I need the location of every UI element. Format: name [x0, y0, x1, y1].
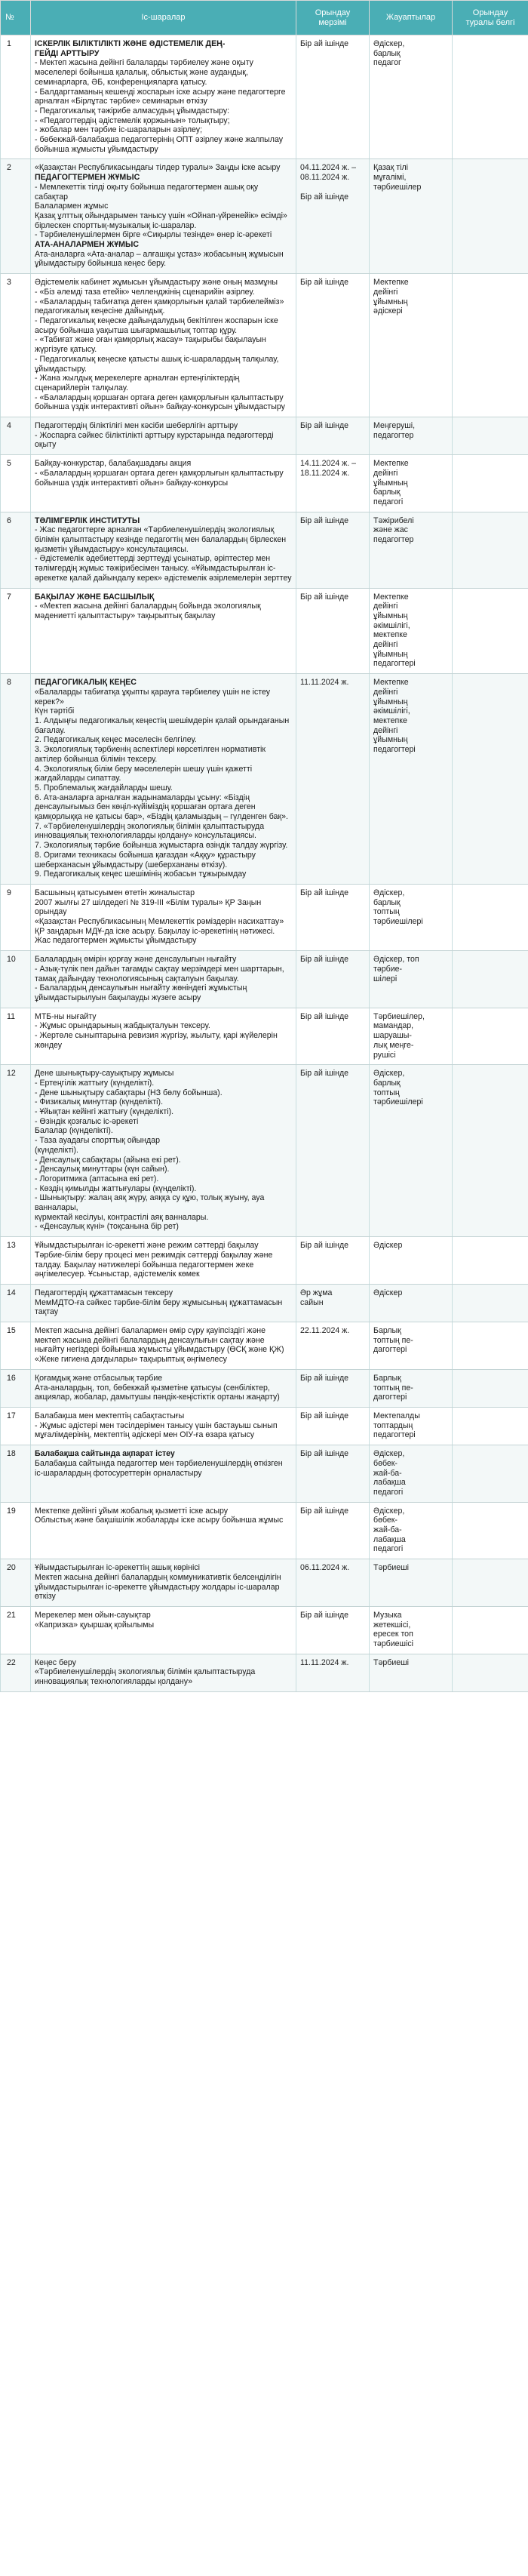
row-mark: [453, 274, 528, 417]
section-heading: ПЕДАГОГТЕРМЕН ЖҰМЫС: [35, 173, 140, 183]
row-date: Бір ай ішінде: [296, 35, 370, 159]
activity-line: - «Мектеп жасына дейінгі балалардың бойында экологиялық мәдениетті қалыптастыру» тақырыптық бақылау: [35, 602, 261, 620]
row-activity: [31, 274, 296, 417]
row-mark: [453, 1654, 528, 1691]
row-activity: [31, 1559, 296, 1607]
activity-line: - «Біз әлемді таза етейік» челленджінің сценарийін әзірлеу.: [35, 287, 255, 297]
activity-line: 6. Ата-аналарға арналған жадынамаларды ұсыну: «Біздің денсаулығымыз бен көңіл-күйіміздің қоршаған ортаға деген қамқорлыққа не қатысы бар», «Біздің қаламыздың – гүлденген бақ».: [35, 792, 288, 822]
activity-line: 8. Оригами техникасы бойынша қағаздан «Аққу» құрастыру шеберханасын ұйымдастыру (шеберхананы өткізу).: [35, 850, 256, 869]
activity-line: - Шынықтыру: жалаң аяқ жүру, аяққа су құю, толық жуыну, ауа ванналары,: [35, 1193, 265, 1213]
activity-line: - Логоритмика (аптасына екі рет).: [35, 1174, 159, 1183]
row-date: Бір ай ішінде: [296, 1408, 370, 1445]
activity-line: Педагогтердің құжаттамасын тексеру: [35, 1288, 173, 1297]
row-mark: [453, 159, 528, 274]
row-number: 17: [1, 1408, 31, 1445]
row-date: Бір ай ішінде: [296, 1606, 370, 1654]
table-row: [1, 512, 528, 588]
activity-line: - Физикалық минуттар (күнделікті).: [35, 1097, 164, 1107]
row-date: 14.11.2024 ж. – 18.11.2024 ж.: [296, 455, 370, 512]
activity-line: - Әдістемелік әдебиеттерді зерттеуді ұсынатыр, әріптестер мен тәлімгердің жұмыс тәжірибесімен танысу. «Ұйымдастырылған іс-әрекетке қалай дайындалу керек» әдістемелік әзірлемелерін зерттеу: [35, 554, 292, 583]
activity-line: - «Балалардың табиғатқа деген қамқорлығын қалай тәрбиелейміз» педагогикалық кеңесіне дайындық.: [35, 297, 284, 316]
table-row: [1, 1065, 528, 1237]
activity-line: Мерекелер мен ойын-сауықтар: [35, 1610, 151, 1620]
table-row: [1, 159, 528, 274]
row-activity: [31, 455, 296, 512]
row-number: 9: [1, 884, 31, 950]
row-date: Бір ай ішінде: [296, 417, 370, 455]
row-activity: [31, 1065, 296, 1237]
activity-line: - Өзіндік қозғалыс іс-әрекеті: [35, 1116, 139, 1126]
activity-line: Мектепке дейінгі ұйым жобалық қызметті іске асыру: [35, 1506, 229, 1516]
row-date: Бір ай ішінде: [296, 1445, 370, 1503]
row-mark: [453, 1065, 528, 1237]
activity-line: Балалармен жұмыс: [35, 202, 109, 211]
row-responsible: Әдіскер, топ тәрбие- шілері: [370, 951, 453, 1008]
table-row: [1, 1322, 528, 1370]
row-date: Бір ай ішінде: [296, 1008, 370, 1065]
row-responsible: Мектепке дейінгі ұйымның әкімшілігі, мектепке дейінгі ұйымның педагогтері: [370, 674, 453, 885]
row-responsible: Қазақ тілі мұғалімі, тәрбиешілер: [370, 159, 453, 274]
activity-line: Ата-аналардың, топ, бөбекжай қызметіне қатысуы (сенбіліктер, акциялар, жобалар, дамытушы пәндік-кеңістіктік ортаны жаңарту): [35, 1383, 280, 1402]
activity-line: Ұйымдастырылған іс-әрекетті және режим сәттерді бақылау: [35, 1241, 259, 1251]
activity-line: Байқау-конкурстар, балабақшадағы акция: [35, 459, 192, 469]
row-date: 11.11.2024 ж.: [296, 674, 370, 885]
row-date: Бір ай ішінде: [296, 512, 370, 588]
row-number: 10: [1, 951, 31, 1008]
row-activity: [31, 1654, 296, 1691]
activity-line: - Мемлекеттік тілді оқыту бойынша педагогтермен ашық оқу сабақтар: [35, 182, 259, 202]
row-activity: [31, 1502, 296, 1559]
activity-line: - жобалар мен тәрбие іс-шараларын әзірлеу;: [35, 125, 203, 135]
table-row: [1, 1408, 528, 1445]
activity-line: 7. Экологиялық тәрбие бойынша жұмыстарға өзіндік талдау жүргізу.: [35, 841, 288, 851]
activity-line: - бөбекжай-балабақша педагогтерінің ОПТ әзірлеу және жалпылау бойынша жұмысты ұйымдастыру: [35, 135, 284, 154]
row-responsible: Мектепалды топтардың педагогтері: [370, 1408, 453, 1445]
activity-line: - Жана жылдық мерекелерге арналған ертеңгіліктердің сценарийлерін талқылау.: [35, 374, 240, 392]
section-heading: ІСКЕРЛІК БІЛІКТІЛІКТІ ЖӘНЕ ӘДІСТЕМЕЛІК ДЕҢ- ГЕЙДІ АРТТЫРУ: [35, 39, 226, 58]
row-responsible: Барлық топтың пе- дагогтері: [370, 1322, 453, 1370]
row-date: Бір ай ішінде: [296, 1065, 370, 1237]
row-mark: [453, 588, 528, 674]
header-date: Орындау мерзімі: [296, 1, 370, 35]
row-responsible: Тәжірибелі және жас педагогтер: [370, 512, 453, 588]
activity-line: 9. Педагогикалық кеңес шешімінің жобасын тұжырымдау: [35, 869, 247, 879]
activity-line: 3. Экологиялық тәрбиенің аспектілері көрсетілген нормативтік актілер бойынша білімін тексеру.: [35, 745, 266, 764]
row-mark: [453, 1237, 528, 1285]
row-mark: [453, 1008, 528, 1065]
activity-line: - «Табиғат және оған қамқорлық жасау» тақырыбы бақылауын жүргізуге қатысу.: [35, 335, 266, 355]
row-responsible: Әдіскер, барлық педагог: [370, 35, 453, 159]
row-number: 1: [1, 35, 31, 159]
row-date: 22.11.2024 ж.: [296, 1322, 370, 1370]
row-responsible: Мектепке дейінгі ұйымның барлық педагогі: [370, 455, 453, 512]
activity-line: - Балалардың денсаулығын нығайту жөніндегі жұмыстың ұйымдастырылуын бақылауды жүзеге асыру: [35, 983, 247, 1002]
table-row: [1, 274, 528, 417]
activity-line: Балабақша сайтында педагогтер мен тәрбиеленушілердің өткізген іс-шаралардың фотосуреттерін орналастыру: [35, 1458, 283, 1478]
row-mark: [453, 1559, 528, 1607]
activity-line: - «Денсаулық күні» (тоқсанына бір рет): [35, 1222, 179, 1232]
activity-line: - «Балалардың қоршаған ортаға деген қамқорлығын қалыптастыру бойынша үздік интерактивті ойын» байқау-конкурсы: [35, 468, 284, 488]
table-row: [1, 1654, 528, 1691]
row-responsible: Әдіскер, бөбек- жай-ба- лабақша педагогі: [370, 1502, 453, 1559]
row-date: Бір ай ішінде: [296, 274, 370, 417]
activity-line: Қоғамдық және отбасылық тәрбие: [35, 1373, 163, 1383]
activity-line: Күн тәртібі: [35, 706, 75, 716]
activity-line: «Капризка» қуыршақ қойылымы: [35, 1620, 155, 1630]
row-responsible: Әдіскер, бөбек- жай-ба- лабақша педагогі: [370, 1445, 453, 1503]
row-number: 22: [1, 1654, 31, 1691]
activity-line: - Мектеп жасына дейінгі балаларды тәрбиелеу және оқыту мәселелері бойынша қалалық, облыстық және аудандық, семинарларға, ӘБ, конференцияларға қатысу.: [35, 58, 253, 87]
activity-line: МемМДТО-ға сәйкес тәрбие-білім беру жұмысының құжаттамасын тақтау: [35, 1297, 283, 1317]
table-row: [1, 588, 528, 674]
row-activity: [31, 512, 296, 588]
table-row: [1, 1606, 528, 1654]
row-mark: [453, 951, 528, 1008]
row-mark: [453, 512, 528, 588]
activity-line: Дене шынықтыру-сауықтыру жұмысы: [35, 1069, 174, 1079]
activity-line: Әдістемелік кабинет жұмысын ұйымдастыру және оның мазмұны: [35, 278, 278, 288]
row-number: 5: [1, 455, 31, 512]
row-activity: [31, 1237, 296, 1285]
activity-line: - Педагогикалық кеңеске қатысты ашық іс-шаралардың талқылау, ұйымдастыру.: [35, 354, 279, 374]
row-activity: [31, 1322, 296, 1370]
activity-line: «Тәрбиеленушілердің экологиялық білімін қалыптастыруда инновациялық технологияларды қолдану»: [35, 1667, 256, 1687]
row-number: 15: [1, 1322, 31, 1370]
row-mark: [453, 1445, 528, 1503]
header-mark: Орындау туралы белгі: [453, 1, 528, 35]
activity-line: - Жұмыс әдістері мен тәсілдерімен танысу үшін бастауыш сынып мұғалімдерінің, мектептің әдіскері мен ОІУ-ға өзара қатысу: [35, 1420, 278, 1440]
activity-line: «Балаларды табиғатқа ұқыпты қарауға тәрбиелеу үшін не істеу керек?»: [35, 687, 271, 706]
row-date: Бір ай ішінде: [296, 1502, 370, 1559]
row-mark: [453, 1369, 528, 1407]
row-activity: [31, 588, 296, 674]
row-number: 11: [1, 1008, 31, 1065]
activity-line: - Педагогикалық тәжірибе алмасудың ұйымдастыру:: [35, 106, 230, 115]
row-date: Бір ай ішінде: [296, 951, 370, 1008]
activity-line: Басшының қатысуымен өтетін жиналыстар: [35, 888, 195, 897]
row-number: 12: [1, 1065, 31, 1237]
section-heading: ПЕДАГОГИКАЛЫҚ КЕҢЕС: [35, 678, 137, 688]
header-responsible: Жауаптылар: [370, 1, 453, 35]
activity-line: Педагогтердің біліктілігі мен кәсіби шеберлігін арттыру: [35, 421, 238, 431]
row-number: 18: [1, 1445, 31, 1503]
row-date: Бір ай ішінде: [296, 1369, 370, 1407]
row-activity: [31, 1606, 296, 1654]
row-number: 4: [1, 417, 31, 455]
table-row: [1, 951, 528, 1008]
activity-line: 7. «Тәрбиеленушілердің экологиялық білімін қалыптастыруда инновациялық технологияларды қолдану» консультациясы.: [35, 821, 265, 841]
table-row: [1, 1559, 528, 1607]
activity-line: Мектеп жасына дейінгі балалардың коммуникативтік белсенділігін ұйымдастырылған іс-әрекетте ұйымдастыру жолдары іс-шаралар өткізу: [35, 1572, 281, 1602]
table-row: [1, 1008, 528, 1065]
row-mark: [453, 1606, 528, 1654]
row-responsible: Әдіскер, барлық топтың тәрбиешілері: [370, 1065, 453, 1237]
row-number: 20: [1, 1559, 31, 1607]
section-heading: БАҚЫЛАУ ЖӘНЕ БАСШЫЛЫҚ: [35, 592, 155, 602]
row-responsible: Тәрбиешілер, мамандар, шаруашы- лық меңге- рушісі: [370, 1008, 453, 1065]
row-responsible: Әдіскер: [370, 1237, 453, 1285]
table-row: [1, 417, 528, 455]
activity-line: «Жеке гигиена дағдылары» тақырыптық әңгімелесу: [35, 1355, 227, 1365]
activity-line: (күнделікті).: [35, 1145, 78, 1155]
row-responsible: Мектепке дейінгі ұйымның әкімшілігі, мектепке дейінгі ұйымның педагогтері: [370, 588, 453, 674]
row-responsible: Тәрбиеші: [370, 1654, 453, 1691]
row-responsible: Меңгеруші, педагогтер: [370, 417, 453, 455]
row-mark: [453, 1502, 528, 1559]
row-date: Бір ай ішінде: [296, 884, 370, 950]
row-activity: [31, 674, 296, 885]
row-date: 06.11.2024 ж.: [296, 1559, 370, 1607]
row-activity: [31, 1008, 296, 1065]
activity-line: Мектеп жасына дейінгі балалармен өмір сүру қауіпсіздігі және мектеп жасына дейінгі балалардың денсаулығын сақтау және нығайту негіздері бойынша жұмысты ұйымдастыру (ӨСҚ және ҚЖ): [35, 1326, 284, 1355]
activity-line: Кеңес беру: [35, 1657, 76, 1667]
row-number: 7: [1, 588, 31, 674]
activity-line: күрмектай кесілуы, контрастілі аяқ ванналары.: [35, 1212, 209, 1222]
row-responsible: Тәрбиеші: [370, 1559, 453, 1607]
row-number: 2: [1, 159, 31, 274]
row-number: 6: [1, 512, 31, 588]
activity-line: Балалардың өмірін қорғау және денсаулығын нығайту: [35, 955, 237, 965]
activity-line: - «Балалардың қоршаған ортаға деген қамқорлығын қалыптастыру бойынша үздік интерактивті ойын» байқау-конкурсын ұйымдастыру: [35, 392, 285, 412]
table-row: [1, 35, 528, 159]
row-activity: [31, 35, 296, 159]
row-responsible: Музыка жетекшісі, ересек топ тәрбиешісі: [370, 1606, 453, 1654]
row-mark: [453, 35, 528, 159]
table-body: [1, 35, 528, 1692]
activity-line: - Дене шынықтыру сабақтары (НЗ бөлу бойынша).: [35, 1088, 223, 1097]
row-mark: [453, 455, 528, 512]
header-activity: Іс-шаралар: [31, 1, 296, 35]
table-row: [1, 1237, 528, 1285]
activity-line: Балалар (күнделікті).: [35, 1126, 113, 1136]
activity-line: Ұйымдастырылған іс-әрекеттің ашық көрінісі: [35, 1563, 200, 1573]
section-heading: АТА-АНАЛАРМЕН ЖҰМЫС: [35, 240, 139, 250]
table-row: [1, 884, 528, 950]
activity-line: 5. Проблемалық жағдайларды шешу.: [35, 783, 173, 792]
table-row: [1, 1369, 528, 1407]
activity-line: 2007 жылғы 27 шілдедегі № 319-III «Білім туралы» ҚР Заңын орындау: [35, 897, 262, 917]
row-responsible: Әдіскер: [370, 1284, 453, 1322]
row-date: 11.11.2024 ж.: [296, 1654, 370, 1691]
activity-line: - Таза ауадағы спорттық ойындар: [35, 1136, 160, 1146]
activity-line: «Қазақстан Республикасындағы тілдер туралы» Заңды іске асыру: [35, 163, 281, 173]
activity-line: - Ертеңгілік жаттығу (күнделікті).: [35, 1078, 155, 1088]
row-activity: [31, 884, 296, 950]
activity-line: - Денсаулық минуттары (күн сайын).: [35, 1165, 170, 1174]
activity-line: 4. Экологиялық білім беру мәселелерін шешу үшін қажетті жағдайларды сипаттау.: [35, 764, 253, 783]
activity-line: Балабақша мен мектептің сабақтастығы: [35, 1411, 185, 1420]
table-row: [1, 1445, 528, 1503]
row-activity: [31, 159, 296, 274]
row-activity: [31, 1408, 296, 1445]
activity-line: - «Педагогтердің әдістемелік қоржынын» толықтыру;: [35, 115, 230, 125]
activity-line: - Жоспарға сәйкес біліктілікті арттыру курстарында педагогтерді оқыту: [35, 430, 274, 450]
row-date: 04.11.2024 ж. – 08.11.2024 ж. Бір ай ішінде: [296, 159, 370, 274]
row-activity: [31, 951, 296, 1008]
activity-line: Ата-аналарға «Ата-аналар – алғашқы ұстаз» жобасының жұмысын ұйымдастыру бойынша кеңес беру.: [35, 249, 284, 269]
activity-line: - Денсаулық сабақтары (айына екі рет).: [35, 1155, 181, 1165]
activity-line: - Тәрбиеленушілермен бірге «Сиқырлы тезінде» өнер іс-әрекеті: [35, 230, 272, 240]
row-mark: [453, 674, 528, 885]
activity-line: - Ұйықтан кейінгі жаттығу (күнделікті).: [35, 1107, 174, 1117]
row-number: 16: [1, 1369, 31, 1407]
header-num: №: [1, 1, 31, 35]
row-responsible: Әдіскер, барлық топтың тәрбиешілері: [370, 884, 453, 950]
row-number: 19: [1, 1502, 31, 1559]
row-number: 3: [1, 274, 31, 417]
row-number: 21: [1, 1606, 31, 1654]
row-number: 14: [1, 1284, 31, 1322]
activity-line: - Педагогикалық кеңеске дайындалудың бекітілген жоспарын іске асыру бойынша уақытша шығармашылық топтар құру.: [35, 315, 278, 335]
activity-line: - Балдаргтаманың кешенді жоспарын іске асыру және педагогтерге арналған «Бірлұтас тәрбие» семинарын өткізу: [35, 87, 286, 106]
activity-line: Қазақ ұлттық ойындарымен танысу үшін «Ойнап-үйренейік» есімді» бірлескен спорттық-музыкалық іс-шаралар.: [35, 211, 287, 230]
row-activity: [31, 417, 296, 455]
activity-line: 2. Педагогикалық кеңес мәселесін белгілеу.: [35, 735, 197, 745]
row-date: Бір ай ішінде: [296, 588, 370, 674]
row-date: Бір ай ішінде: [296, 1237, 370, 1285]
row-activity: [31, 1369, 296, 1407]
row-mark: [453, 1322, 528, 1370]
activity-line: МТБ-ны нығайту: [35, 1011, 97, 1021]
row-activity: [31, 1284, 296, 1322]
table-row: [1, 1502, 528, 1559]
section-heading: ТӘЛІМГЕРЛІК ИНСТИТУТЫ: [35, 516, 140, 525]
section-heading: Балабақша сайтында ақпарат істеу: [35, 1449, 175, 1459]
activity-line: - Жұмыс орындарының жабдықталуын тексеру.: [35, 1021, 210, 1031]
table-header: [1, 1, 528, 35]
row-mark: [453, 417, 528, 455]
activity-line: Облыстық және бақшішілік жобаларды іске асыру бойынша жұмыс: [35, 1516, 284, 1525]
activity-line: - Жас педагогтерге арналған «Тәрбиеленушілердің экологиялық білімін қалыптастыру кезінде педагогтің мен балалардың бірлескен қызметін ұйымдастыру» консультациясы.: [35, 525, 287, 554]
row-activity: [31, 1445, 296, 1503]
row-mark: [453, 1408, 528, 1445]
row-responsible: Мектепке дейінгі ұйымның әдіскері: [370, 274, 453, 417]
row-number: 8: [1, 674, 31, 885]
activity-line: 1. Алдыңғы педагогикалық кеңестің шешімдерін қалай орындағанын бағалау.: [35, 716, 290, 735]
table-row: [1, 455, 528, 512]
row-number: 13: [1, 1237, 31, 1285]
activity-line: - Азық-түлік пен дайын тағамды сақтау мерзімдері мен шарттарын, тамақ дайындау технологиясының сақталуын бақылау.: [35, 964, 284, 983]
row-mark: [453, 1284, 528, 1322]
activity-line: «Қазақстан Республикасының Мемлекеттік рәміздерін насихаттау» ҚР заңдарын МДҰ-да іске асыру. Бақылау іс-әрекетінің нәтижесі. Жас педагогтермен жұмысты ұйымдастыру: [35, 917, 284, 946]
table-row: [1, 674, 528, 885]
table-row: [1, 1284, 528, 1322]
row-responsible: Барлық топтың пе- дагогтері: [370, 1369, 453, 1407]
row-date: Әр жұма сайын: [296, 1284, 370, 1322]
row-mark: [453, 884, 528, 950]
activity-line: - Жертөле сыныптарына ревизия жүргізу, жылыту, қарі жүйелерін жөндеу: [35, 1031, 278, 1050]
activity-line: - Көздің қимылды жаттығулары (күнделікті).: [35, 1183, 197, 1193]
activity-line: Тәрбие-білім беру процесі мен режимдік сәттерді бақылау және талдау. Бақылау нәтижелері бойынша педагогтермен жеке әңгімелесуер. Ұсыныстар, әдістемелік көмек: [35, 1250, 273, 1279]
